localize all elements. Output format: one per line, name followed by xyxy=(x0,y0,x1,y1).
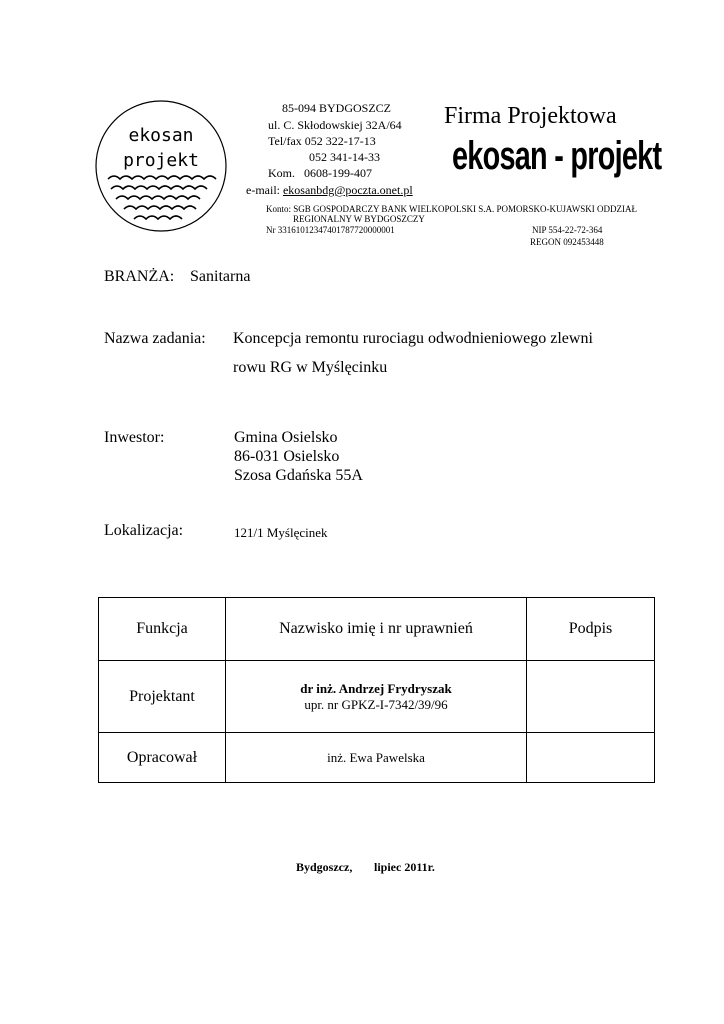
inwestor-line1: Gmina Osielsko xyxy=(234,429,338,446)
kom-number: 0608-199-407 xyxy=(304,166,372,180)
email-link[interactable]: ekosanbdg@poczta.onet.pl xyxy=(282,183,413,197)
row-funkcja: Projektant xyxy=(99,661,226,733)
nip-number: NIP 554-22-72-364 xyxy=(532,225,603,235)
branza-value: Sanitarna xyxy=(190,268,251,285)
lokalizacja-value: 121/1 Myślęcinek xyxy=(234,525,328,540)
inwestor-label: Inwestor: xyxy=(104,429,165,446)
row-name: inż. Ewa Pawelska xyxy=(327,749,425,765)
row-podpis xyxy=(527,733,655,783)
inwestor-line2: 86-031 Osielsko xyxy=(234,448,340,465)
address-telfax: Tel/fax 052 322-17-13 xyxy=(268,134,376,148)
row-detail: upr. nr GPKZ-I-7342/39/96 xyxy=(304,696,448,712)
bank-account: Nr 33161012347401787720000001 xyxy=(266,225,395,235)
logo-text-line1: ekosan xyxy=(128,125,194,146)
header-nazwisko: Nazwisko imię i nr uprawnień xyxy=(226,598,527,661)
footer-city: Bydgoszcz, xyxy=(296,860,353,874)
row-funkcja: Opracował xyxy=(99,733,226,783)
ekosan-logo xyxy=(94,99,228,233)
footer-date: lipiec 2011r. xyxy=(374,860,435,874)
bank-line2: REGIONALNY W BYDGOSZCZY xyxy=(293,214,425,224)
address-tel2: 052 341-14-33 xyxy=(309,150,380,164)
zadanie-line1: Koncepcja remontu rurociagu odwodnieniowego zlewni xyxy=(233,330,593,347)
inwestor-line3: Szosa Gdańska 55A xyxy=(234,467,363,484)
lokalizacja-label: Lokalizacja: xyxy=(104,522,184,539)
row-name-cell xyxy=(226,661,527,733)
header-funkcja: Funkcja xyxy=(99,598,226,661)
firm-brand: ekosan - projekt xyxy=(452,134,662,178)
address-email xyxy=(246,183,413,198)
regon-number: REGON 092453448 xyxy=(530,237,604,247)
address-street: ul. C. Skłodowskiej 32A/64 xyxy=(268,118,402,132)
branza-label: BRANŻA: xyxy=(104,268,175,285)
bank-line1: Konto: SGB GOSPODARCZY BANK WIELKOPOLSKI S.A. POMORSKO-KUJAWSKI ODDZIAŁ xyxy=(266,204,638,214)
logo-text-line2: projekt xyxy=(123,150,199,171)
table-row xyxy=(99,661,655,733)
email-label: e-mail: xyxy=(246,183,280,197)
header-podpis: Podpis xyxy=(527,598,655,661)
firm-title: Firma Projektowa xyxy=(444,103,617,129)
table-row xyxy=(99,733,655,783)
row-name-cell xyxy=(226,733,527,783)
row-name: dr inż. Andrzej Frydryszak xyxy=(300,680,452,696)
kom-label: Kom. xyxy=(268,166,295,180)
address-postal: 85-094 BYDGOSZCZ xyxy=(282,101,392,115)
zadanie-label: Nazwa zadania: xyxy=(104,330,206,347)
address-kom xyxy=(268,166,372,181)
logo-waves-icon xyxy=(108,176,216,219)
zadanie-line2: rowu RG w Myślęcinku xyxy=(233,359,388,376)
signature-table xyxy=(98,597,655,783)
table-header-row xyxy=(99,598,655,661)
row-podpis xyxy=(527,661,655,733)
